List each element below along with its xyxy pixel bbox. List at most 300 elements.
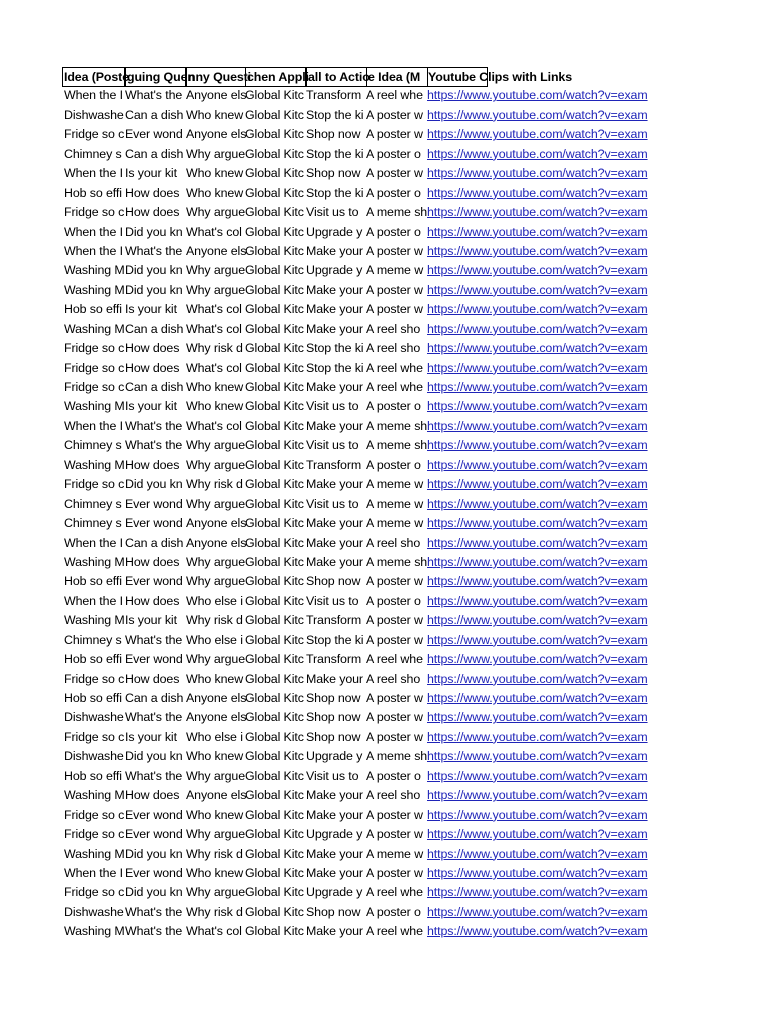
cell-creative-idea[interactable]: A poster w	[366, 574, 423, 589]
youtube-link[interactable]: https://www.youtube.com/watch?v=exam	[427, 496, 648, 511]
youtube-link[interactable]: https://www.youtube.com/watch?v=exam	[427, 788, 648, 803]
cell-funny-question[interactable]: Why risk d	[186, 904, 243, 919]
cell-intriguing-question[interactable]: Is your kit	[125, 399, 177, 414]
youtube-link[interactable]: https://www.youtube.com/watch?v=exam	[427, 185, 648, 200]
cell-idea[interactable]: Hob so effi	[64, 302, 122, 317]
youtube-link[interactable]: https://www.youtube.com/watch?v=exam	[427, 205, 648, 220]
cell-kitchen-appliance[interactable]: Global Kitc	[245, 807, 304, 822]
cell-idea[interactable]: Washing M	[64, 321, 125, 336]
cell-idea[interactable]: Washing M	[64, 554, 125, 569]
cell-kitchen-appliance[interactable]: Global Kitc	[245, 341, 304, 356]
youtube-link[interactable]: https://www.youtube.com/watch?v=exam	[427, 807, 648, 822]
cell-idea[interactable]: Dishwashe	[64, 749, 124, 764]
cell-call-to-action[interactable]: Make your	[306, 554, 363, 569]
youtube-link[interactable]: https://www.youtube.com/watch?v=exam	[427, 418, 648, 433]
cell-kitchen-appliance[interactable]: Global Kitc	[245, 554, 304, 569]
youtube-link[interactable]: https://www.youtube.com/watch?v=exam	[427, 263, 648, 278]
cell-call-to-action[interactable]: Upgrade y	[306, 224, 363, 239]
cell-kitchen-appliance[interactable]: Global Kitc	[245, 788, 304, 803]
cell-funny-question[interactable]: Why argue	[186, 438, 246, 453]
cell-kitchen-appliance[interactable]: Global Kitc	[245, 477, 304, 492]
cell-call-to-action[interactable]: Make your	[306, 807, 363, 822]
cell-creative-idea[interactable]: A poster w	[366, 691, 423, 705]
cell-intriguing-question[interactable]: Did you kn	[125, 263, 183, 278]
cell-intriguing-question[interactable]: How does	[125, 593, 180, 608]
cell-kitchen-appliance[interactable]: Global Kitc	[245, 282, 304, 297]
cell-kitchen-appliance[interactable]: Global Kitc	[245, 574, 304, 589]
cell-call-to-action[interactable]: Make your	[306, 418, 363, 433]
cell-idea[interactable]: Fridge so c	[64, 807, 125, 822]
cell-creative-idea[interactable]: A reel whe	[366, 360, 423, 375]
youtube-link[interactable]: https://www.youtube.com/watch?v=exam	[427, 846, 648, 861]
cell-creative-idea[interactable]: A poster w	[366, 865, 423, 880]
cell-kitchen-appliance[interactable]: Global Kitc	[245, 360, 304, 375]
cell-intriguing-question[interactable]: How does	[125, 360, 180, 375]
cell-kitchen-appliance[interactable]: Global Kitc	[245, 768, 304, 783]
cell-intriguing-question[interactable]: What's the	[125, 924, 183, 939]
cell-kitchen-appliance[interactable]: Global Kitc	[245, 924, 304, 939]
cell-funny-question[interactable]: Who else i	[186, 593, 243, 608]
cell-funny-question[interactable]: What's col	[186, 302, 242, 317]
cell-intriguing-question[interactable]: Did you kn	[125, 749, 183, 764]
cell-call-to-action[interactable]: Make your	[306, 516, 363, 531]
cell-kitchen-appliance[interactable]: Global Kitc	[245, 827, 304, 842]
youtube-link[interactable]: https://www.youtube.com/watch?v=exam	[427, 671, 648, 686]
header-cell-call-to-action[interactable]: all to Actio	[306, 67, 367, 87]
cell-intriguing-question[interactable]: Ever wond	[125, 827, 183, 842]
cell-intriguing-question[interactable]: Is your kit	[125, 166, 177, 181]
cell-intriguing-question[interactable]: What's the	[125, 632, 183, 647]
youtube-link[interactable]: https://www.youtube.com/watch?v=exam	[427, 593, 648, 608]
cell-creative-idea[interactable]: A poster w	[366, 613, 423, 628]
cell-creative-idea[interactable]: A meme w	[366, 496, 424, 511]
cell-kitchen-appliance[interactable]: Global Kitc	[245, 885, 304, 900]
cell-funny-question[interactable]: Why argue	[186, 768, 246, 783]
cell-intriguing-question[interactable]: Can a dish	[125, 380, 184, 394]
cell-funny-question[interactable]: Who knew	[186, 185, 244, 200]
cell-creative-idea[interactable]: A poster w	[366, 166, 423, 181]
cell-call-to-action[interactable]: Make your	[306, 477, 363, 492]
cell-funny-question[interactable]: Anyone els	[186, 243, 247, 258]
cell-creative-idea[interactable]: A meme sh	[366, 749, 428, 764]
youtube-link[interactable]: https://www.youtube.com/watch?v=exam	[427, 904, 648, 919]
cell-call-to-action[interactable]: Make your	[306, 535, 363, 550]
cell-funny-question[interactable]: Why risk d	[186, 477, 243, 492]
cell-creative-idea[interactable]: A reel sho	[366, 788, 421, 803]
cell-idea[interactable]: Washing M	[64, 788, 125, 803]
cell-call-to-action[interactable]: Stop the ki	[306, 360, 364, 375]
youtube-link[interactable]: https://www.youtube.com/watch?v=exam	[427, 224, 648, 239]
cell-idea[interactable]: Hob so effi	[64, 574, 122, 589]
cell-funny-question[interactable]: Why argue	[186, 263, 246, 278]
cell-intriguing-question[interactable]: Can a dish	[125, 146, 184, 161]
cell-creative-idea[interactable]: A poster o	[366, 224, 421, 239]
cell-idea[interactable]: Chimney s	[64, 516, 122, 531]
cell-creative-idea[interactable]: A poster w	[366, 282, 423, 297]
cell-intriguing-question[interactable]: Can a dish	[125, 321, 184, 336]
cell-call-to-action[interactable]: Shop now	[306, 729, 361, 744]
cell-kitchen-appliance[interactable]: Global Kitc	[245, 749, 304, 764]
cell-creative-idea[interactable]: A reel whe	[366, 885, 423, 900]
cell-call-to-action[interactable]: Make your	[306, 302, 363, 317]
cell-idea[interactable]: Hob so effi	[64, 185, 122, 200]
cell-call-to-action[interactable]: Visit us to	[306, 399, 359, 414]
cell-idea[interactable]: When the I	[64, 593, 123, 608]
cell-idea[interactable]: Fridge so c	[64, 827, 125, 842]
youtube-link[interactable]: https://www.youtube.com/watch?v=exam	[427, 652, 648, 667]
cell-intriguing-question[interactable]: Can a dish	[125, 107, 184, 122]
cell-call-to-action[interactable]: Shop now	[306, 127, 361, 142]
cell-idea[interactable]: Washing M	[64, 282, 125, 297]
youtube-link[interactable]: https://www.youtube.com/watch?v=exam	[427, 282, 648, 297]
cell-idea[interactable]: Fridge so c	[64, 671, 125, 686]
cell-intriguing-question[interactable]: Is your kit	[125, 729, 177, 744]
cell-creative-idea[interactable]: A meme sh	[366, 554, 428, 569]
cell-funny-question[interactable]: Why argue	[186, 146, 246, 161]
youtube-link[interactable]: https://www.youtube.com/watch?v=exam	[427, 865, 648, 880]
cell-intriguing-question[interactable]: Ever wond	[125, 516, 183, 531]
cell-intriguing-question[interactable]: How does	[125, 341, 180, 356]
cell-idea[interactable]: Washing M	[64, 457, 125, 472]
cell-creative-idea[interactable]: A poster w	[366, 729, 423, 744]
cell-funny-question[interactable]: Why argue	[186, 496, 246, 511]
header-cell-kitchen-appliance[interactable]: chen Appli	[245, 67, 306, 87]
cell-idea[interactable]: Dishwashe	[64, 107, 124, 122]
cell-creative-idea[interactable]: A reel sho	[366, 321, 421, 336]
cell-funny-question[interactable]: What's col	[186, 321, 242, 336]
cell-call-to-action[interactable]: Visit us to	[306, 768, 359, 783]
youtube-link[interactable]: https://www.youtube.com/watch?v=exam	[427, 321, 648, 336]
youtube-link[interactable]: https://www.youtube.com/watch?v=exam	[427, 477, 648, 492]
cell-idea[interactable]: Washing M	[64, 263, 125, 278]
youtube-link[interactable]: https://www.youtube.com/watch?v=exam	[427, 749, 648, 764]
cell-creative-idea[interactable]: A reel whe	[366, 924, 423, 939]
cell-kitchen-appliance[interactable]: Global Kitc	[245, 632, 304, 647]
cell-kitchen-appliance[interactable]: Global Kitc	[245, 263, 304, 278]
cell-kitchen-appliance[interactable]: Global Kitc	[245, 321, 304, 336]
cell-intriguing-question[interactable]: Ever wond	[125, 496, 183, 511]
cell-intriguing-question[interactable]: What's the	[125, 710, 183, 725]
cell-kitchen-appliance[interactable]: Global Kitc	[245, 457, 304, 472]
cell-funny-question[interactable]: Anyone els	[186, 127, 247, 142]
cell-idea[interactable]: Fridge so c	[64, 205, 125, 220]
cell-intriguing-question[interactable]: Ever wond	[125, 574, 183, 589]
cell-idea[interactable]: Fridge so c	[64, 729, 125, 744]
cell-idea[interactable]: When the I	[64, 88, 123, 103]
youtube-link[interactable]: https://www.youtube.com/watch?v=exam	[427, 438, 648, 453]
cell-intriguing-question[interactable]: Ever wond	[125, 865, 183, 880]
cell-kitchen-appliance[interactable]: Global Kitc	[245, 652, 304, 667]
cell-kitchen-appliance[interactable]: Global Kitc	[245, 205, 304, 220]
cell-kitchen-appliance[interactable]: Global Kitc	[245, 380, 304, 394]
cell-kitchen-appliance[interactable]: Global Kitc	[245, 88, 304, 103]
cell-creative-idea[interactable]: A meme w	[366, 477, 424, 492]
header-cell-creative-idea[interactable]: e Idea (M	[366, 67, 428, 87]
cell-funny-question[interactable]: What's col	[186, 224, 242, 239]
cell-idea[interactable]: Fridge so c	[64, 477, 125, 492]
youtube-link[interactable]: https://www.youtube.com/watch?v=exam	[427, 341, 648, 356]
youtube-link[interactable]: https://www.youtube.com/watch?v=exam	[427, 729, 648, 744]
cell-creative-idea[interactable]: A meme sh	[366, 438, 428, 453]
cell-call-to-action[interactable]: Stop the ki	[306, 146, 364, 161]
cell-intriguing-question[interactable]: How does	[125, 554, 180, 569]
youtube-link[interactable]: https://www.youtube.com/watch?v=exam	[427, 768, 648, 783]
cell-creative-idea[interactable]: A poster o	[366, 593, 421, 608]
cell-idea[interactable]: Fridge so c	[64, 341, 125, 356]
cell-idea[interactable]: When the I	[64, 243, 123, 258]
cell-kitchen-appliance[interactable]: Global Kitc	[245, 146, 304, 161]
youtube-link[interactable]: https://www.youtube.com/watch?v=exam	[427, 146, 648, 161]
cell-creative-idea[interactable]: A reel sho	[366, 535, 421, 550]
youtube-link[interactable]: https://www.youtube.com/watch?v=exam	[427, 457, 648, 472]
cell-intriguing-question[interactable]: Can a dish	[125, 535, 184, 550]
cell-kitchen-appliance[interactable]: Global Kitc	[245, 729, 304, 744]
header-cell-intriguing-question[interactable]: guing Quen	[125, 67, 186, 87]
cell-kitchen-appliance[interactable]: Global Kitc	[245, 691, 304, 705]
cell-call-to-action[interactable]: Transform	[306, 88, 362, 103]
cell-creative-idea[interactable]: A reel whe	[366, 652, 423, 667]
youtube-link[interactable]: https://www.youtube.com/watch?v=exam	[427, 302, 648, 317]
cell-call-to-action[interactable]: Make your	[306, 924, 363, 939]
cell-funny-question[interactable]: Why argue	[186, 205, 246, 220]
cell-idea[interactable]: Fridge so c	[64, 380, 125, 394]
cell-kitchen-appliance[interactable]: Global Kitc	[245, 185, 304, 200]
cell-funny-question[interactable]: Who knew	[186, 807, 244, 822]
cell-call-to-action[interactable]: Make your	[306, 846, 363, 861]
cell-intriguing-question[interactable]: What's the	[125, 418, 183, 433]
cell-funny-question[interactable]: Anyone els	[186, 516, 247, 531]
youtube-link[interactable]: https://www.youtube.com/watch?v=exam	[427, 243, 648, 258]
cell-idea[interactable]: When the I	[64, 166, 123, 181]
cell-call-to-action[interactable]: Stop the ki	[306, 185, 364, 200]
cell-intriguing-question[interactable]: Did you kn	[125, 477, 183, 492]
cell-call-to-action[interactable]: Make your	[306, 788, 363, 803]
cell-funny-question[interactable]: Why argue	[186, 282, 246, 297]
cell-kitchen-appliance[interactable]: Global Kitc	[245, 438, 304, 453]
cell-kitchen-appliance[interactable]: Global Kitc	[245, 496, 304, 511]
cell-creative-idea[interactable]: A poster o	[366, 904, 421, 919]
youtube-link[interactable]: https://www.youtube.com/watch?v=exam	[427, 360, 648, 375]
cell-intriguing-question[interactable]: Did you kn	[125, 846, 183, 861]
cell-intriguing-question[interactable]: Is your kit	[125, 613, 177, 628]
cell-call-to-action[interactable]: Make your	[306, 282, 363, 297]
cell-call-to-action[interactable]: Shop now	[306, 166, 361, 181]
cell-call-to-action[interactable]: Visit us to	[306, 496, 359, 511]
cell-kitchen-appliance[interactable]: Global Kitc	[245, 107, 304, 122]
youtube-link[interactable]: https://www.youtube.com/watch?v=exam	[427, 554, 648, 569]
cell-idea[interactable]: When the I	[64, 418, 123, 433]
cell-intriguing-question[interactable]: Is your kit	[125, 302, 177, 317]
cell-idea[interactable]: Chimney s	[64, 146, 122, 161]
youtube-link[interactable]: https://www.youtube.com/watch?v=exam	[427, 632, 648, 647]
cell-funny-question[interactable]: Why risk d	[186, 613, 243, 628]
header-cell-idea[interactable]: Idea (Poste	[62, 67, 125, 87]
cell-idea[interactable]: Dishwashe	[64, 904, 124, 919]
youtube-link[interactable]: https://www.youtube.com/watch?v=exam	[427, 827, 648, 842]
cell-creative-idea[interactable]: A poster o	[366, 185, 421, 200]
cell-call-to-action[interactable]: Stop the ki	[306, 632, 364, 647]
cell-creative-idea[interactable]: A poster w	[366, 127, 423, 142]
cell-intriguing-question[interactable]: Ever wond	[125, 652, 183, 667]
cell-funny-question[interactable]: Why argue	[186, 457, 246, 472]
cell-funny-question[interactable]: Anyone els	[186, 710, 247, 725]
cell-idea[interactable]: Chimney s	[64, 496, 122, 511]
cell-call-to-action[interactable]: Shop now	[306, 574, 361, 589]
cell-idea[interactable]: Washing M	[64, 846, 125, 861]
youtube-link[interactable]: https://www.youtube.com/watch?v=exam	[427, 885, 648, 900]
cell-funny-question[interactable]: Why risk d	[186, 341, 243, 356]
youtube-link[interactable]: https://www.youtube.com/watch?v=exam	[427, 613, 648, 628]
cell-funny-question[interactable]: Who knew	[186, 865, 244, 880]
cell-call-to-action[interactable]: Visit us to	[306, 205, 359, 220]
cell-creative-idea[interactable]: A reel whe	[366, 88, 423, 103]
cell-idea[interactable]: When the I	[64, 865, 123, 880]
cell-funny-question[interactable]: Why argue	[186, 652, 246, 667]
youtube-link[interactable]: https://www.youtube.com/watch?v=exam	[427, 107, 648, 122]
cell-call-to-action[interactable]: Upgrade y	[306, 885, 363, 900]
cell-funny-question[interactable]: Anyone els	[186, 535, 247, 550]
cell-call-to-action[interactable]: Visit us to	[306, 593, 359, 608]
cell-kitchen-appliance[interactable]: Global Kitc	[245, 593, 304, 608]
cell-call-to-action[interactable]: Visit us to	[306, 438, 359, 453]
cell-kitchen-appliance[interactable]: Global Kitc	[245, 516, 304, 531]
cell-funny-question[interactable]: What's col	[186, 418, 242, 433]
cell-funny-question[interactable]: Who knew	[186, 749, 244, 764]
cell-call-to-action[interactable]: Shop now	[306, 691, 361, 705]
cell-funny-question[interactable]: Who else i	[186, 632, 243, 647]
cell-funny-question[interactable]: Who knew	[186, 671, 244, 686]
youtube-link[interactable]: https://www.youtube.com/watch?v=exam	[427, 127, 648, 142]
youtube-link[interactable]: https://www.youtube.com/watch?v=exam	[427, 399, 648, 414]
cell-funny-question[interactable]: Why argue	[186, 574, 246, 589]
cell-kitchen-appliance[interactable]: Global Kitc	[245, 127, 304, 142]
cell-call-to-action[interactable]: Shop now	[306, 904, 361, 919]
cell-funny-question[interactable]: What's col	[186, 360, 242, 375]
cell-creative-idea[interactable]: A meme sh	[366, 418, 428, 433]
cell-call-to-action[interactable]: Make your	[306, 321, 363, 336]
cell-call-to-action[interactable]: Shop now	[306, 710, 361, 725]
cell-intriguing-question[interactable]: What's the	[125, 768, 183, 783]
cell-idea[interactable]: Chimney s	[64, 632, 122, 647]
cell-intriguing-question[interactable]: Did you kn	[125, 885, 183, 900]
cell-kitchen-appliance[interactable]: Global Kitc	[245, 418, 304, 433]
cell-call-to-action[interactable]: Make your	[306, 243, 363, 258]
youtube-link[interactable]: https://www.youtube.com/watch?v=exam	[427, 88, 648, 103]
cell-creative-idea[interactable]: A meme sh	[366, 205, 428, 220]
cell-intriguing-question[interactable]: Ever wond	[125, 127, 183, 142]
cell-funny-question[interactable]: Why argue	[186, 827, 246, 842]
cell-creative-idea[interactable]: A poster w	[366, 107, 423, 122]
cell-funny-question[interactable]: Why argue	[186, 885, 246, 900]
cell-creative-idea[interactable]: A reel whe	[366, 380, 423, 394]
cell-funny-question[interactable]: Anyone els	[186, 88, 247, 103]
cell-intriguing-question[interactable]: How does	[125, 788, 180, 803]
youtube-link[interactable]: https://www.youtube.com/watch?v=exam	[427, 691, 648, 705]
cell-call-to-action[interactable]: Transform	[306, 652, 362, 667]
cell-funny-question[interactable]: Why risk d	[186, 846, 243, 861]
cell-intriguing-question[interactable]: What's the	[125, 904, 183, 919]
youtube-link[interactable]: https://www.youtube.com/watch?v=exam	[427, 710, 648, 725]
cell-funny-question[interactable]: Anyone els	[186, 788, 247, 803]
cell-idea[interactable]: When the I	[64, 224, 123, 239]
header-cell-youtube-clips[interactable]	[427, 67, 572, 87]
cell-kitchen-appliance[interactable]: Global Kitc	[245, 535, 304, 550]
cell-intriguing-question[interactable]: What's the	[125, 88, 183, 103]
cell-kitchen-appliance[interactable]: Global Kitc	[245, 671, 304, 686]
cell-creative-idea[interactable]: A poster w	[366, 827, 423, 842]
cell-idea[interactable]: Hob so effi	[64, 652, 122, 667]
cell-creative-idea[interactable]: A meme w	[366, 516, 424, 531]
cell-kitchen-appliance[interactable]: Global Kitc	[245, 710, 304, 725]
cell-call-to-action[interactable]: Upgrade y	[306, 827, 363, 842]
cell-intriguing-question[interactable]: How does	[125, 671, 180, 686]
cell-idea[interactable]: Chimney s	[64, 438, 122, 453]
cell-call-to-action[interactable]: Make your	[306, 671, 363, 686]
cell-intriguing-question[interactable]: Did you kn	[125, 224, 183, 239]
cell-funny-question[interactable]: Who knew	[186, 380, 244, 394]
cell-creative-idea[interactable]: A meme w	[366, 846, 424, 861]
cell-idea[interactable]: Washing M	[64, 399, 125, 414]
cell-intriguing-question[interactable]: Can a dish	[125, 691, 184, 705]
cell-kitchen-appliance[interactable]: Global Kitc	[245, 302, 304, 317]
cell-call-to-action[interactable]: Upgrade y	[306, 749, 363, 764]
cell-funny-question[interactable]: What's col	[186, 924, 242, 939]
cell-creative-idea[interactable]: A poster o	[366, 768, 421, 783]
cell-kitchen-appliance[interactable]: Global Kitc	[245, 399, 304, 414]
cell-call-to-action[interactable]: Make your	[306, 865, 363, 880]
cell-kitchen-appliance[interactable]: Global Kitc	[245, 224, 304, 239]
cell-kitchen-appliance[interactable]: Global Kitc	[245, 904, 304, 919]
cell-intriguing-question[interactable]: Did you kn	[125, 282, 183, 297]
cell-idea[interactable]: Hob so effi	[64, 691, 122, 705]
cell-call-to-action[interactable]: Stop the ki	[306, 341, 364, 356]
cell-creative-idea[interactable]: A poster w	[366, 243, 423, 258]
cell-call-to-action[interactable]: Transform	[306, 613, 362, 628]
cell-idea[interactable]: When the I	[64, 535, 123, 550]
cell-funny-question[interactable]: Who knew	[186, 166, 244, 181]
youtube-link[interactable]: https://www.youtube.com/watch?v=exam	[427, 924, 648, 939]
cell-intriguing-question[interactable]: How does	[125, 185, 180, 200]
cell-funny-question[interactable]: Why argue	[186, 554, 246, 569]
cell-intriguing-question[interactable]: Ever wond	[125, 807, 183, 822]
cell-idea[interactable]: Fridge so c	[64, 360, 125, 375]
cell-creative-idea[interactable]: A reel sho	[366, 341, 421, 356]
cell-call-to-action[interactable]: Stop the ki	[306, 107, 364, 122]
cell-idea[interactable]: Washing M	[64, 613, 125, 628]
youtube-link[interactable]: https://www.youtube.com/watch?v=exam	[427, 535, 648, 550]
cell-intriguing-question[interactable]: How does	[125, 205, 180, 220]
cell-intriguing-question[interactable]: What's the	[125, 243, 183, 258]
cell-kitchen-appliance[interactable]: Global Kitc	[245, 243, 304, 258]
cell-call-to-action[interactable]: Transform	[306, 457, 362, 472]
cell-funny-question[interactable]: Who knew	[186, 399, 244, 414]
cell-creative-idea[interactable]: A poster w	[366, 632, 423, 647]
youtube-link[interactable]: https://www.youtube.com/watch?v=exam	[427, 516, 648, 531]
cell-kitchen-appliance[interactable]: Global Kitc	[245, 865, 304, 880]
cell-call-to-action[interactable]: Upgrade y	[306, 263, 363, 278]
cell-idea[interactable]: Washing M	[64, 924, 125, 939]
cell-funny-question[interactable]: Who else i	[186, 729, 243, 744]
cell-kitchen-appliance[interactable]: Global Kitc	[245, 846, 304, 861]
cell-call-to-action[interactable]: Make your	[306, 380, 363, 394]
cell-funny-question[interactable]: Who knew	[186, 107, 244, 122]
cell-creative-idea[interactable]: A meme w	[366, 263, 424, 278]
youtube-link[interactable]: https://www.youtube.com/watch?v=exam	[427, 166, 648, 181]
cell-creative-idea[interactable]: A poster w	[366, 302, 423, 317]
header-cell-funny-question[interactable]: nny Questi	[186, 67, 246, 87]
cell-creative-idea[interactable]: A reel sho	[366, 671, 421, 686]
cell-creative-idea[interactable]: A poster o	[366, 457, 421, 472]
